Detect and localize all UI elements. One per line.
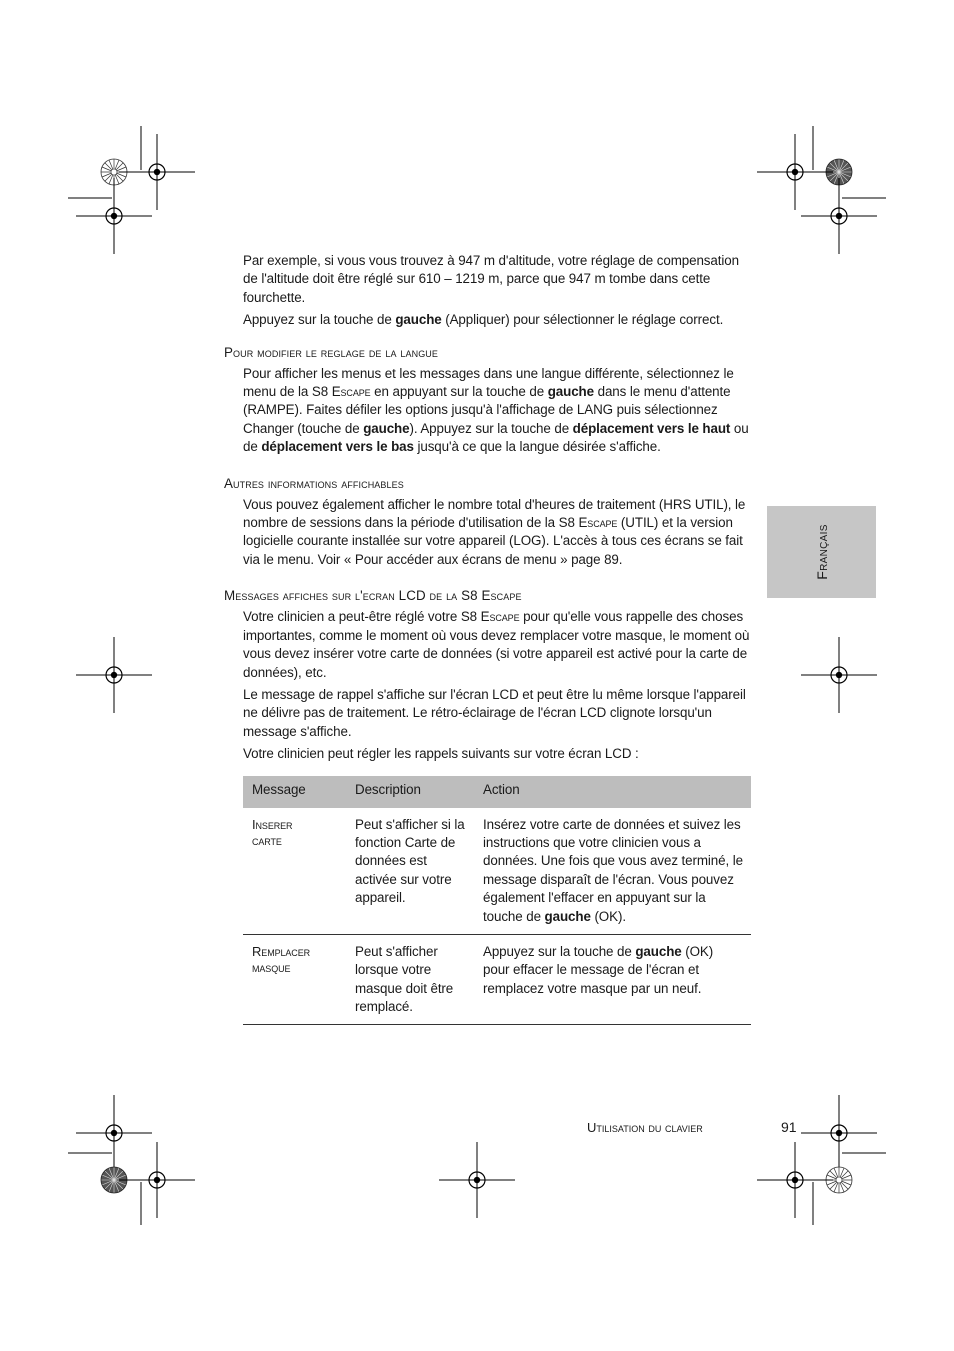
heading-autres: Autres informations affichables bbox=[224, 475, 404, 491]
column-header: Description bbox=[346, 776, 474, 808]
description-cell: Peut s'afficher lorsque votre masque doit être remplacé. bbox=[346, 934, 474, 1024]
messages-paragraph-3: Votre clinicien peut régler les rappels suivants sur votre écran LCD : bbox=[243, 746, 639, 762]
key-name: déplacement vers le bas bbox=[261, 439, 414, 455]
text: dans le menu d'attente (RAMPE). Faites défiler les options jusqu'à l'affichage de LANG puis sélectionnez Changer (touche de bbox=[243, 384, 731, 436]
language-tab-label: Français bbox=[813, 524, 830, 580]
page-content bbox=[224, 252, 751, 1025]
messages-paragraph-2: Le message de rappel s'affiche sur l'écran LCD et peut être lu même lorsque l'appareil ne délivre pas de traitement. Le rétro-éclairage de l'écran LCD clignote lorsqu'un message s'affiche. bbox=[243, 686, 746, 739]
text: Vous pouvez également afficher le nombre total d'heures de traitement (HRS UTIL), le nombre de sessions dans la période d'utilisation de la bbox=[243, 496, 746, 531]
text: pour qu'elle vous rappelle des choses importantes, comme le moment où vous devez remplacer votre masque, le moment où vous devez insérer votre carte de données (si votre appareil est activé pour la carte de données), etc. bbox=[243, 609, 750, 680]
device-name: S8 bbox=[461, 588, 482, 604]
footer-chapter-title: Utilisation du clavier bbox=[587, 1120, 703, 1135]
text: Insérez votre carte de données et suivez les instructions que votre clinicien vous a données. Une fois que vous avez terminé, le message disparaît de l'écran. Vous pouvez également l'effacer en appuyant sur la touche de bbox=[483, 816, 743, 924]
text: Pour afficher les menus et les messages dans une langue différente, sélectionnez le menu de la bbox=[243, 365, 734, 400]
text: Appuyez sur la touche de bbox=[243, 312, 396, 328]
intro-paragraph: Par exemple, si vous vous trouvez à 947 m d'altitude, votre réglage de compensation de l'altitude doit être réglé sur 610 – 1219 m, parce que 947 m tombe dans cette fourchette. bbox=[243, 253, 739, 305]
key-name: gauche bbox=[635, 943, 682, 959]
text: (Appliquer) pour sélectionner le réglage correct. bbox=[441, 312, 724, 328]
key-name: gauche bbox=[547, 384, 594, 400]
text: LCD bbox=[398, 588, 426, 604]
key-name: gauche bbox=[544, 908, 591, 924]
device-name: S8 bbox=[558, 515, 579, 531]
key-name: gauche bbox=[363, 420, 410, 436]
action-cell bbox=[474, 808, 751, 935]
text: Appuyez sur la touche de bbox=[483, 943, 636, 959]
text: Remplacer bbox=[252, 943, 311, 959]
heading-langue: Pour modifier le reglage de la langue bbox=[224, 344, 438, 360]
table-row bbox=[243, 808, 751, 935]
description-cell: Peut s'afficher si la fonction Carte de données est activée sur votre appareil. bbox=[346, 808, 474, 935]
device-name: Escape bbox=[481, 588, 522, 604]
device-name: S8 bbox=[311, 384, 332, 400]
message-cell bbox=[243, 934, 346, 1024]
message-cell bbox=[243, 808, 346, 935]
page-number: 91 bbox=[781, 1119, 797, 1135]
text: Inserer bbox=[252, 816, 293, 832]
text: (OK) pour effacer le message de l'écran et remplacez votre masque par un neuf. bbox=[483, 943, 714, 996]
column-header: Message bbox=[243, 776, 346, 808]
text: Votre clinicien a peut-être réglé votre bbox=[243, 609, 461, 625]
text: masque bbox=[252, 959, 291, 975]
text: (UTIL) et la version logicielle courante installée sur votre appareil (LOG). L'accès à tous ces écrans se fait via le menu. Voir « Pour accéder aux écrans de menu » page 89. bbox=[243, 515, 743, 567]
reminders-table bbox=[243, 776, 751, 1025]
langue-paragraph bbox=[243, 365, 751, 457]
action-cell bbox=[474, 934, 751, 1024]
text: Messages affiches sur l'ecran bbox=[224, 588, 399, 604]
text: jusqu'à ce que la langue désirée s'affiche. bbox=[413, 439, 661, 455]
text: (OK). bbox=[590, 908, 626, 924]
text: ). Appuyez sur la touche de bbox=[409, 420, 573, 436]
intro-apply-paragraph bbox=[243, 311, 751, 329]
device-name: Escape bbox=[578, 515, 618, 531]
table-header-row bbox=[243, 776, 751, 808]
column-header: Action bbox=[474, 776, 751, 808]
language-tab bbox=[767, 506, 876, 598]
heading-messages bbox=[224, 587, 751, 605]
device-name: Escape bbox=[331, 384, 371, 400]
device-name: S8 bbox=[460, 609, 481, 625]
key-name: gauche bbox=[395, 312, 442, 328]
key-name: déplacement vers le haut bbox=[572, 420, 731, 436]
table-row bbox=[243, 934, 751, 1024]
text: en appuyant sur la touche de bbox=[370, 384, 548, 400]
messages-paragraph-1 bbox=[243, 608, 751, 682]
autres-paragraph bbox=[243, 496, 751, 570]
text: ou de bbox=[243, 420, 749, 455]
device-name: Escape bbox=[480, 609, 520, 625]
text: de la bbox=[425, 588, 462, 604]
text: carte bbox=[252, 832, 282, 848]
